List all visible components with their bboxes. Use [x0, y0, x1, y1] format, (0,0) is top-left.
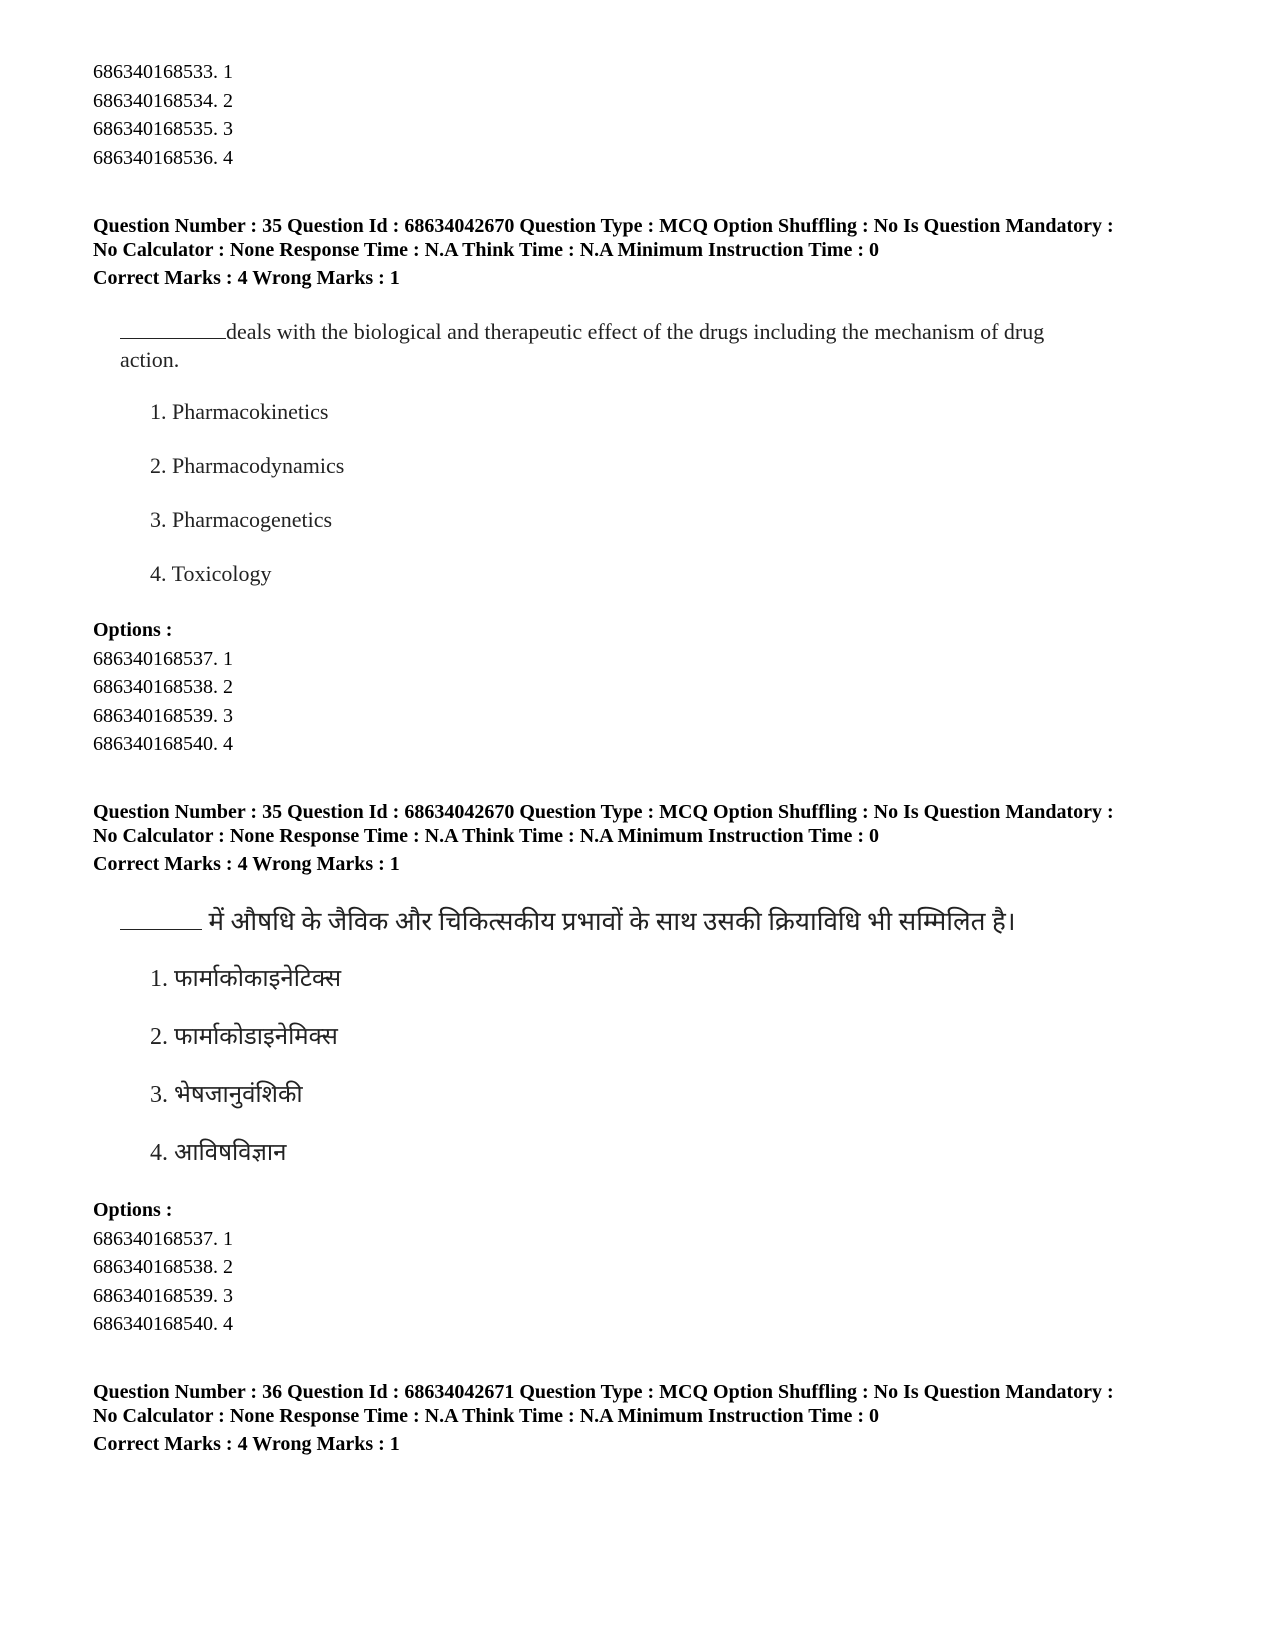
q35-en-question-line-2: action.: [120, 347, 180, 372]
q35-hi-choice-4: 4. आविषविज्ञान: [150, 1140, 287, 1166]
q35-en-question-line-1: deals with the biological and therapeutic effect of the drugs including the mechanism of drug: [226, 319, 1045, 344]
q35-hi-options-label: Options :: [93, 1199, 173, 1221]
q35-hi-choice-1: 1. फार्माकोकाइनेटिक्स: [150, 966, 342, 992]
q35-en-question-text: [120, 318, 1044, 346]
prev-option-1: 686340168533. 1: [93, 61, 233, 83]
q35-en-meta-line-1: Question Number : 35 Question Id : 68634042670 Question Type : MCQ Option Shuffling : No Is Question Mandatory :: [93, 215, 1114, 237]
q36-meta-line-1: Question Number : 36 Question Id : 68634042671 Question Type : MCQ Option Shuffling : No Is Question Mandatory :: [93, 1381, 1114, 1403]
prev-option-2: 686340168534. 2: [93, 90, 233, 112]
q35-hi-question: में औषधि के जैविक और चिकित्सकीय प्रभावों के साथ उसकी क्रियाविधि भी सम्मिलित है।: [208, 907, 1016, 936]
q35-hi-question-text: [120, 906, 1016, 938]
prev-option-3: 686340168535. 3: [93, 118, 233, 140]
q35-hi-meta-line-2: No Calculator : None Response Time : N.A Think Time : N.A Minimum Instruction Time : 0: [93, 825, 879, 847]
q35-en-option-4: 686340168540. 4: [93, 733, 233, 755]
fill-blank: [120, 318, 226, 339]
q35-hi-choice-3: 3. भेषजानुवंशिकी: [150, 1082, 303, 1108]
q35-hi-option-1: 686340168537. 1: [93, 1228, 233, 1250]
q35-en-choice-1: 1. Pharmacokinetics: [150, 399, 329, 424]
q35-en-choice-4: 4. Toxicology: [150, 561, 272, 586]
q36-marks: Correct Marks : 4 Wrong Marks : 1: [93, 1433, 400, 1455]
q35-hi-option-2: 686340168538. 2: [93, 1256, 233, 1278]
q35-hi-meta-line-1: Question Number : 35 Question Id : 68634042670 Question Type : MCQ Option Shuffling : No Is Question Mandatory :: [93, 801, 1114, 823]
q35-en-meta-line-2: No Calculator : None Response Time : N.A Think Time : N.A Minimum Instruction Time : 0: [93, 239, 879, 261]
q35-hi-choice-2: 2. फार्माकोडाइनेमिक्स: [150, 1024, 338, 1050]
q35-en-marks: Correct Marks : 4 Wrong Marks : 1: [93, 267, 400, 289]
q36-meta-line-2: No Calculator : None Response Time : N.A Think Time : N.A Minimum Instruction Time : 0: [93, 1405, 879, 1427]
q35-en-option-3: 686340168539. 3: [93, 705, 233, 727]
q35-hi-marks: Correct Marks : 4 Wrong Marks : 1: [93, 853, 400, 875]
q35-en-option-2: 686340168538. 2: [93, 676, 233, 698]
q35-en-choice-2: 2. Pharmacodynamics: [150, 453, 345, 478]
fill-blank: [120, 907, 202, 930]
prev-option-4: 686340168536. 4: [93, 147, 233, 169]
q35-en-options-label: Options :: [93, 619, 173, 641]
q35-en-option-1: 686340168537. 1: [93, 648, 233, 670]
q35-hi-option-3: 686340168539. 3: [93, 1285, 233, 1307]
q35-hi-option-4: 686340168540. 4: [93, 1313, 233, 1335]
q35-en-choice-3: 3. Pharmacogenetics: [150, 507, 333, 532]
